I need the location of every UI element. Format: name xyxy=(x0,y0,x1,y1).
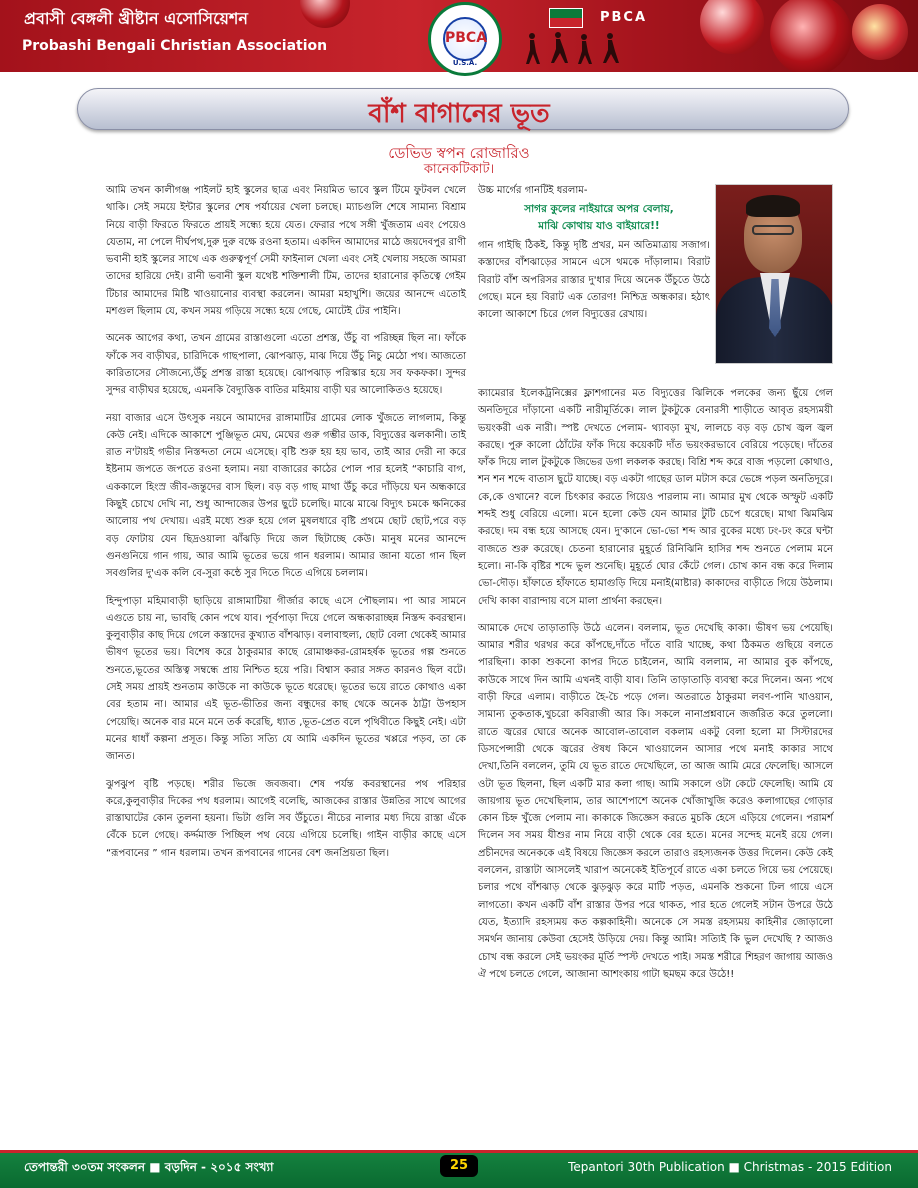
verse-line: মাঝি কোথায় যাও বাইয়ারে!! xyxy=(538,220,660,232)
left-column xyxy=(106,182,466,872)
paragraph: অনেক আগের কথা, তখন গ্রামের রাস্তাগুলো এতো প্রশস্ত, উঁচু বা পরিচ্ছন্ন ছিল না। ফাঁকে ফাঁকে সব বাড়ীঘর, চারিদিকে গাছপালা, ঝোপঝাড়, মাঝ দিয়ে উঁচু নিচু মেঠো পথ। আজতো কারিতাসের সৌজন্যে,উঁচু প্রশস্ত রাস্তা হয়েছে। ঝোপঝাড় পরিস্কার হয়ে সব ফকফকা। সুন্দর সুন্দর বাড়ীঘর হয়েছে, এমনকি বৈদ্যুত্তিক বাতির মহিমায় বাড়ী ঘর আলোকিতও হয়েছে। xyxy=(106,333,466,397)
ornament-icon xyxy=(300,0,350,28)
logo-text: PBCA xyxy=(443,17,487,61)
flag-icon xyxy=(549,8,583,28)
paragraph: আমি তখন কালীগঞ্জ পাইলট হাই স্কুলের ছাত্র এবং নিয়মিত ভাবে স্কুল টিমে ফুটবল খেলে থাকি। সেই সময়ে ইন্টার স্কুলের শেষ পর্যায়ের খেলা চলছে। ম্যাচগুলি শেষে সামান্য বিশ্রাম নিয়ে বাড়ী ফিরতে ফিরতে প্রায়ই সন্ধ্যে হয়ে যেত। ফেরার পথে সঙ্গী খুঁজতাম এবং পেয়েও যেতাম, না পেলে দীর্ঘপথ,দুরু দুরু বক্ষে রওনা হতাম। একদিন আমাদের মাঠে জয়দেবপুর রাণী ভবানী হাই স্কুলের সাথে এক গুরুত্বপূর্ণ সেমী ফাইনাল খেলা এবং সেই খেলায় সহজে আমরা তাদের হারিয়ে দেই। রানী ভবানী স্কুল যথেষ্ট শক্তিশালী টিম, তাদের হারানোর কৃতিত্বে গেইম টিচার আমাদের মিষ্টি খাওয়ানোর ব্যবস্থা করলেন। আমরা মহাখুশি। জয়ের আনন্দে এতোই মশগুল ছিলাম যে, কখন সময় গড়িয়ে সন্ধ্যে হয়ে গেছে, মোটেই টের পাইনি। xyxy=(106,185,466,318)
pbca-logo xyxy=(428,2,502,76)
article-location: কানেকটিকাট। xyxy=(423,162,495,177)
song-verse xyxy=(484,201,714,235)
runners-icon xyxy=(520,30,640,66)
author-photo xyxy=(715,184,833,364)
ornament-icon xyxy=(770,0,852,72)
footer-left-text: তেপান্তরী ৩০তম সংকলন ■ বড়দিন - ২০১৫ সংখ্যা xyxy=(24,1160,274,1174)
paragraph: ক্যামেরার ইলেকট্রনিক্সের ফ্লাশগানের মত বিদ্যুত্তের ঝিলিকে পলকের জন্য ছুঁয়ে গেল অনতিদূরে দাঁড়ানো একটি নারীমূর্তিকে। লাল টুকটুকে বেনারসী শাড়ীতে আবৃত রহস্যময়ী ভয়ংকরী এক নারী। স্পষ্ট দেখতে পেলাম- থ্যাবড়া মুখ, লালচে বড় বড় চোখ জ্বল জ্বল করছে। পুরু কালো ঠোঁটের ফাঁক দিয়ে কয়েকটি দাঁত ভয়ংকরভাবে বেরিয়ে পড়েছে। দাঁতের ফাঁক দিয়ে লাল টুকটুকে জিভের ডগা লকলক করছে। বিশ্রি শব্দ করে বাজ পড়লো কোথাও, শন শন শব্দে বাতাস ছুটে যাচ্ছে। বড় একটা গাছের ডাল মটাস করে ভেঙ্গে পড়ল অনতিদূরে। কে,কে ওখানে? বলে চিৎকার করতে গিয়েও পারলাম না। আমার মুখ থেকে অস্ফুট একটি শব্দই শুধু বেরিয়ে এলো। মনে হলো কেউ যেন আমার টুটি চেপে ধরেছে। মাথা ঝিমঝিম করছে। দম বন্ধ হয়ে আসছে যেন। দু'কানে ভো-ভো শব্দ আর বুকের মধ্যে ঢং-ঢং করে ঘন্টা বাজতে শুরু করেছে। চেতনা হারানোর মুহূর্তে রিনিঝিনি হাসির শব্দ শুনতে পেলাম মনে হলো। না-কি বৃষ্টির শব্দে ভুল শুনেছি। মুহূর্তে ঘোর কেঁটে গেল। চোখ কান বন্ধ করে দিলাম ভো-দৌড়। হাঁফাতে হাঁফাতে হামাগুড়ি দিয়ে মনাই(মাষ্টার) কাকাদের বাড়ীতে গিয়ে উঠলাম। দেখি কাকা বারান্দায় বসে মালা প্রার্থনা করছেন। xyxy=(478,388,833,607)
logo-subtext: U.S.A. xyxy=(452,59,478,67)
pbca-label: PBCA xyxy=(600,10,648,25)
article-title: বাঁশ বাগানের ভূত xyxy=(368,99,550,129)
right-column xyxy=(478,385,833,993)
ornament-icon xyxy=(700,0,764,54)
ornament-icon xyxy=(852,4,908,60)
verse-line: সাগর কুলের নাইয়ারে অপর বেলায়, xyxy=(524,203,674,215)
paragraph: গান গাইছি ঠিকই, কিন্তু দৃষ্টি প্রখর, মন অতিমাত্রায় সজাগ। কস্তাদের বাঁশঝাড়ের সামনে এসে থমকে দাঁড়ালাম। বিরাট বিরাট বাঁশ অপরিসর রাস্তার দু'ধার দিয়ে অনেক উঁচুতে উঠে গেছে। মনে হয় বিরাট এক তোরণ! নিশ্চিদ্র অন্ধকার। হঠাৎ কালো আকাশে চিরে গেল বিদ্যুত্তের রেখায়। xyxy=(478,240,710,321)
paragraph: আমাকে দেখে তাড়াতাড়ি উঠে এলেন। বললাম, ভূত দেখেছি কাকা। ভীষণ ভয় পেয়েছি। আমার শরীর থরথর করে কাঁপছে,দাঁতে দাঁতে বারি খাচ্ছে, কথা ঠিকমত গুছিয়ে বলতে পারছিনা। কাকা শুকনো কাপর দিতে চাইলেন, আমি বললাম, না আমার বুক কাঁপছে, কাউকে সাথে দিন আমি এখনই বাড়ী যাব। তিনি তাড়াতাড়ি ব্যবস্থা করে দিলেন। অন্য পথে বাড়ী ফিরে এলাম। বাড়ীতে হৈ-চৈ পড়ে গেল। অতরাতে ঠাকুরমা লবণ-পানি খাওয়ান, সামান্য তুকতাক,খুচরো কবিরাজী আর কি। সকলে নানাপ্রশ্নবানে জর্জরিত করে তুললো। রাতে জ্বরের ঘোরে অনেক আবোল-তাবোল বকলাম একটু বেলা হলো মা সিস্টারদের ডিসপেন্সারী থেকে জ্বরের ঔষধ কিনে খাওয়ালেন আসার পথে মনাই কাকার সাথে দেখা,তিনি বললেন, তুমি যে ভূত রাতে দেখেছিলে, তা আজ আমি মেরে ফেলেছি। আসলে ওটা ভূত ছিলনা, ছিল একটি মার কলা গাছ। আমি সকালে ওটা কেটে ফেলেছি। আমি যে জায়গায় ভূত দেখেছিলাম, তার আশেপাশে অনেক খোঁজাখুজি করেও কলাগাছের গোড়ার কোন চিহ্ন খুঁজে পেলাম না। কাকাকে জিজ্ঞেস করতে মুচকি হেসে এড়িয়ে গেলেন। পরামর্শ দিলেন সব সময় যীশুর নাম নিয়ে বাড়ী থেকে বের হতে। মনের সন্দেহ মনেই রয়ে গেল। প্রচীনদের অনেককে এই বিষয়ে জিজ্ঞেস করলে তারাও রহস্যজনক উত্তর দিলেন। কেউ কেই বললেন, রাস্তাটা আসলেই খারাপ অনেকেই ইতিপূর্বে রাতে একা চলতে গিয়ে ভয় পেয়েছে। চলার পথে বাঁশঝাড় থেকে ঝুড়ঝুড় করে মাটি পড়ত, এমনকি শুকনো ঢিল গায়ে এসে লাগতো। কখন একটি বাঁশ রাস্তার উপর পরে থাকত, পার হতে গেলেই সটান উপরে উঠে যেত, ইত্যাদি রহস্যময় কত কল্পকাহিনী। অনেকে সে সমস্ত রহস্যময় কাহিনীর জোড়ালো সমর্থন জানায় কেউবা হেসেই উড়িয়ে দেয়। কিন্তু আমি! সত্যিই কি ভুল দেখেছি ? আজও চোখ বন্ধ করলে সেই ভয়ংকর মূর্তি স্পস্ট দেখতে পাই। সমস্ত শরীরে শিহরণ জাগায় আজও ঐ পথে চলতে গেলে, আজানা আশংকায় গাটা ছমছম করে উঠে!! xyxy=(478,622,833,980)
org-name-bengali: প্রবাসী বেঙ্গলী খ্রীষ্টান এসোসিয়েশন xyxy=(24,9,248,28)
paragraph: হিন্দুপাড়া মহিমাবাড়ী ছাড়িয়ে রাঙ্গামাটিয়া গীর্জার কাছে এসে পৌছলাম। পা আর সামনে এগুতে চায় না, ভাবছি কোন পথে যাব। পূর্বপাড়া দিয়ে গেলে অন্ধকারাচ্ছন্ন নিস্তব্দ কবরস্থান। কুলুবাড়ীর কাছ দিয়ে গেলে কস্তাদের কুখ্যাত বাঁশঝাড়। বলাবাহুল্য, ছোট বেলা থেকেই আমার ভীষণ ভূতের ভয়। বিশেষ করে ঠাকুরমার কাছে রোমাঞ্চকর-রোমহর্ষক ভূতের গল্প শুনতে শুনতে,ভূতের অস্তিত্ব সম্বন্ধে প্রায় নিশ্চিত হয়ে পরি। বিশ্বাস করার সঙ্গত কারনও ছিল বটে। সেই সময় প্রায়ই শুনতাম কাউকে না কাউকে ভূতে ধরেছে। ভূতের ভয়ে রাতে কোথাও একা বের হতাম না। আমার এই ভূত-ভীতির জন্য বন্ধুদের কাছ থেকে অনেক ঠাট্টা উপহাস পেয়েছি। অনেক বার মনে মনে তর্ক করেছি, ধ্যাত ,ভূত-প্রেত বলে পৃথিবীতে কিছুই নেই। এটা মনের ধাধাঁ কল্পনা প্রসূত। কিন্তু সত্যি সত্যি যে আমি একদিন ভূতের খপ্পরে পড়ব, তা কে জানত। xyxy=(106,595,466,763)
org-name-english: Probashi Bengali Christian Association xyxy=(22,38,328,54)
paragraph: ঝুপঝুপ বৃষ্টি পড়ছে। শরীর ভিজে জবজবা। শেষ পর্যন্ত কবরস্থানের পথ পরিহার করে,কুলুবাড়ীর দিকের পথ ধরলাম। আগেই বলেছি, আজকের রাস্তার উন্নতির সাথে আগের রাস্তাঘাটের কোন তুলনা হয়না। ভিটা গুলি সব উঁচুতে। নীচের নালার মধ্য দিয়ে রাস্তা এঁকে বেঁকে চলে গেছে। কর্দ্দমাক্ত পিচ্ছিল পথ বেয়ে এগিয়ে চলেছি। গাইন বাড়ীর কাছে এসে “রূপবানের ” গান ধরলাম। তখন রূপবানের গানের বেশ জনপ্রিয়তা ছিল। xyxy=(106,778,466,859)
intro-line: উচ্চ মার্গের গানটিই ধরলাম- xyxy=(478,185,588,196)
paragraph: নয়া বাজার এসে উৎসুক নয়নে আমাদের রাঙ্গামাটির গ্রামের লোক খুঁজতে লাগলাম, কিন্তু কেউ নেই। এদিকে আকাশে পুঞ্জিভূত মেঘ, মেঘের গুরু গম্ভীর ডাক, বিদ্যুত্তের ঝলকানী। তাই রাত ন'টায়ই গভীর নিস্তব্দতা নেমে এসেছে। বৃষ্টি শুরু হয় হয় ভাব, তাই আর দেরী না করে ইষ্টনাম জপতে জপতে রওনা হলাম। নয়া বাজারের কাঠের পোল পার হলেই “কাচারি বাগ, এককালে হিংস্র জীব-জন্তুদের বাস ছিল। বড় বড় গাছ মাথা উঁচু করে দাঁড়িয়ে ঘন অন্ধকারে কিছুই চোখে দেখি না, শুধু আন্দাজের উপর ছুটে চলেছি। মাঝে মাঝে বিদ্যুৎ চমকে ক্ষনিকের আলোয় পথ দেখায়। এরই মধ্যে শুরু হয়ে গেল মুষলধারে বৃষ্টি প্রথমে ছোট ছোট,পরে বড় বড় ফোটায় যেন ছিদ্রওয়ালা ঝাঁঝড়ি দিয়ে জল ছিটাচ্ছে কেউ। মানুষ মনের আনন্দে গুনগুনিয়ে গান গায়, আর আমি ভূতের ভয়ে গান ধরলাম। আমার জানা যতো গান ছিল সবগুলির দু'এক কলি বে-সুরা কন্ঠে সুর দিতে দিতে এগিয়ে চললাম। xyxy=(106,412,466,580)
article-author: ডেভিড স্বপন রোজারিও xyxy=(388,144,530,162)
footer-right-text: Tepantori 30th Publication ■ Christmas - 2015 Edition xyxy=(568,1160,892,1174)
page-number: 25 xyxy=(440,1155,478,1177)
